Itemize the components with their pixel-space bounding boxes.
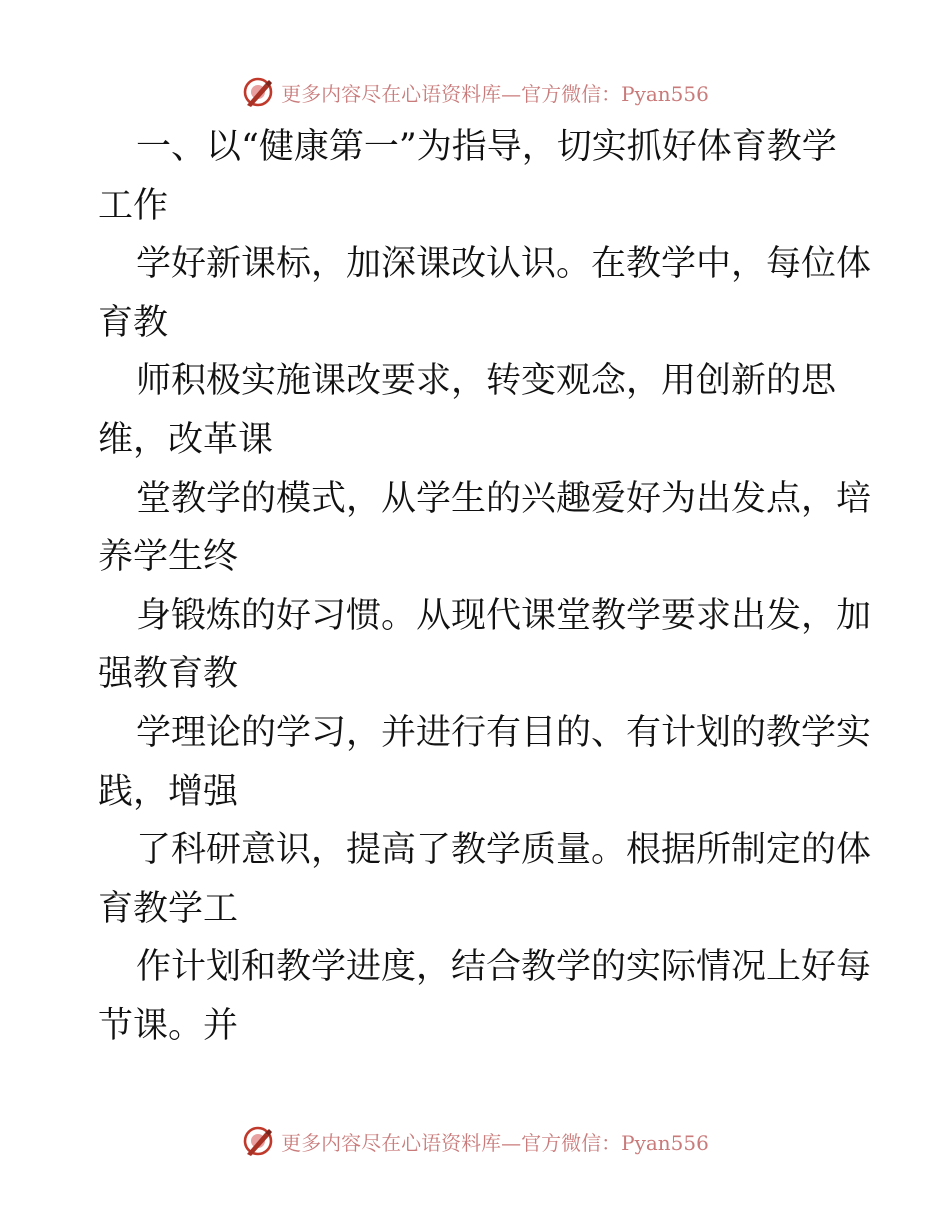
- text-line: 育教: [98, 302, 169, 343]
- header-banner-text: 更多内容尽在心语资料库—官方微信：Pyan556: [281, 81, 709, 106]
- text-line: 学好新课标，加深课改认识。在教学中，每位体: [136, 244, 872, 285]
- text-line: 节课。并: [98, 1005, 239, 1046]
- text-line: 了科研意识，提高了教学质量。根据所制定的体: [136, 830, 872, 871]
- text-line: 践，增强: [98, 771, 239, 812]
- pen-circle-logo-icon: [241, 1124, 275, 1158]
- footer-banner: [0, 1121, 950, 1161]
- text-line: 强教育教: [98, 654, 239, 695]
- text-line: 学理论的学习，并进行有目的、有计划的教学实: [136, 712, 872, 753]
- text-line: 作计划和教学进度，结合教学的实际情况上好每: [136, 947, 872, 988]
- text-line: 一、以“健康第一”为指导，切实抓好体育教学: [136, 127, 837, 167]
- pen-circle-logo-icon: [241, 75, 275, 109]
- footer-banner-text: 更多内容尽在心语资料库—官方微信：Pyan556: [281, 1130, 709, 1155]
- header-banner: [0, 72, 950, 112]
- text-line: 育教学工: [98, 888, 239, 929]
- text-line: 维，改革课: [98, 419, 274, 460]
- text-line: 养学生终: [98, 537, 239, 578]
- text-line: 身锻炼的好习惯。从现代课堂教学要求出发，加: [136, 595, 872, 636]
- text-line: 工作: [98, 185, 169, 226]
- text-line: 师积极实施课改要求，转变观念，用创新的思: [136, 361, 837, 402]
- document-body: [98, 118, 872, 1056]
- text-line: 堂教学的模式，从学生的兴趣爱好为出发点，培: [136, 478, 872, 519]
